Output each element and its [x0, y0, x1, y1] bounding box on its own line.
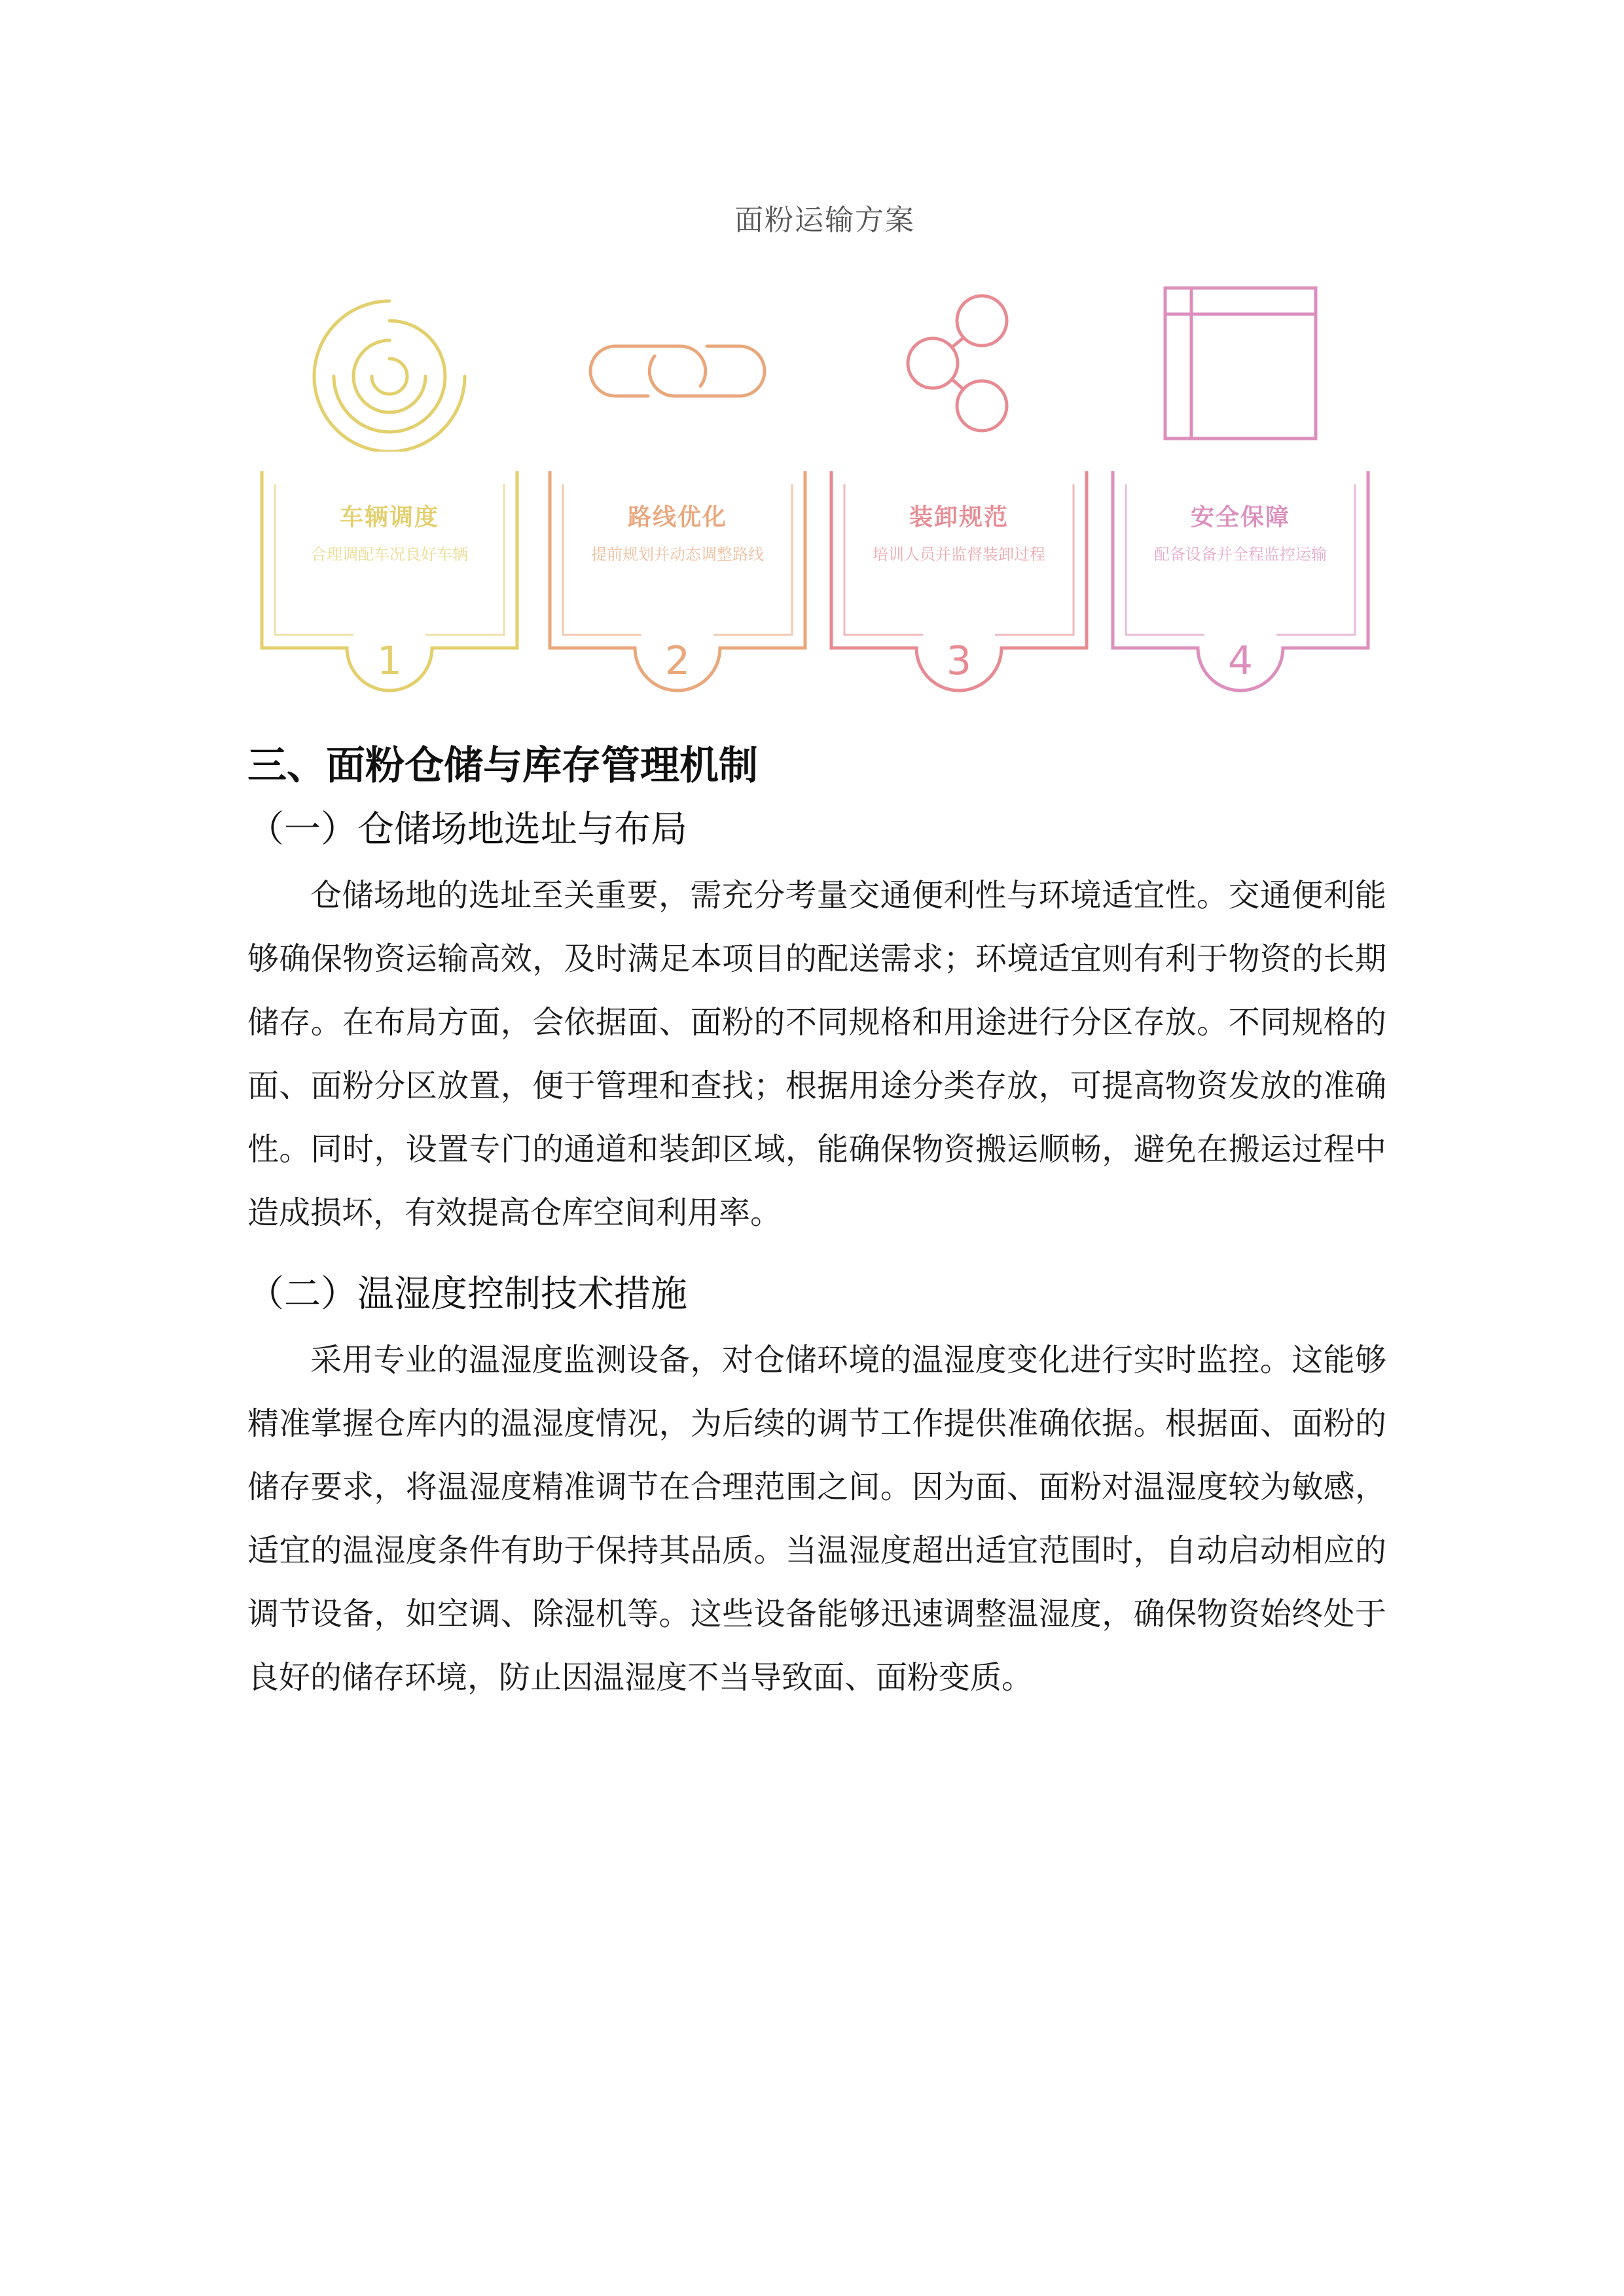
- subsection-2-paragraph: 采用专业的温湿度监测设备，对仓储环境的温湿度变化进行实时监控。这能够精准掌握仓库内的温湿度情况，为后续的调节工作提供准确依据。根据面、面粉的储存要求，将温湿度精准调节在合理范围之间。因为面、面粉对温湿度较为敏感，适宜的温湿度条件有助于保持其品质。当温湿度超出适宜范围时，自动启动相应的调节设备，如空调、除湿机等。这些设备能够迅速调整温湿度，确保物资始终处于良好的储存环境，防止因温湿度不当导致面、面粉变质。: [247, 1342, 1386, 1696]
- step-description: 提前规划并动态调整路线: [591, 545, 764, 564]
- step-number: 4: [1227, 638, 1254, 684]
- section-heading: 三、面粉仓储与库存管理机制: [247, 743, 758, 789]
- link-icon: [537, 281, 818, 452]
- step-description: 培训人员并监督装卸过程: [873, 545, 1045, 564]
- share-nodes-icon: [818, 281, 1100, 452]
- subsection-1-paragraph: 仓储场地的选址至关重要，需充分考量交通便利性与环境适宜性。交通便利能够确保物资运输高效，及时满足本项目的配送需求；环境适宜则有利于物资的长期储存。在布局方面，会依据面、面粉的不同规格和用途进行分区存放。不同规格的面、面粉分区放置，便于管理和查找；根据用途分类存放，可提高物资发放的准确性。同时，设置专门的通道和装卸区域，能确保物资搬运顺畅，避免在搬运过程中造成损坏，有效提高仓库空间利用率。: [247, 877, 1386, 1231]
- step-2-card: [537, 281, 818, 700]
- step-title: 车辆调度: [339, 504, 439, 531]
- step-1-card: [249, 281, 530, 700]
- step-title: 装卸规范: [909, 504, 1009, 531]
- step-4-card: [1100, 281, 1381, 700]
- step-description: 合理调配车况良好车辆: [311, 545, 468, 564]
- grid-layout-icon: [1100, 281, 1381, 452]
- spiral-icon: [249, 281, 530, 452]
- step-number: 2: [664, 638, 691, 684]
- transport-infographic: [249, 170, 1401, 713]
- infographic-title: 面粉运输方案: [734, 204, 915, 237]
- step-title: 安全保障: [1190, 504, 1290, 531]
- subsection-2-heading: （二）温湿度控制技术措施: [247, 1273, 687, 1316]
- step-number: 1: [376, 638, 403, 684]
- step-3-card: [818, 281, 1100, 700]
- step-number: 3: [946, 638, 972, 684]
- step-title: 路线优化: [627, 504, 727, 531]
- subsection-1-heading: （一）仓储场地选址与布局: [247, 808, 687, 851]
- step-description: 配备设备并全程监控运输: [1154, 545, 1327, 564]
